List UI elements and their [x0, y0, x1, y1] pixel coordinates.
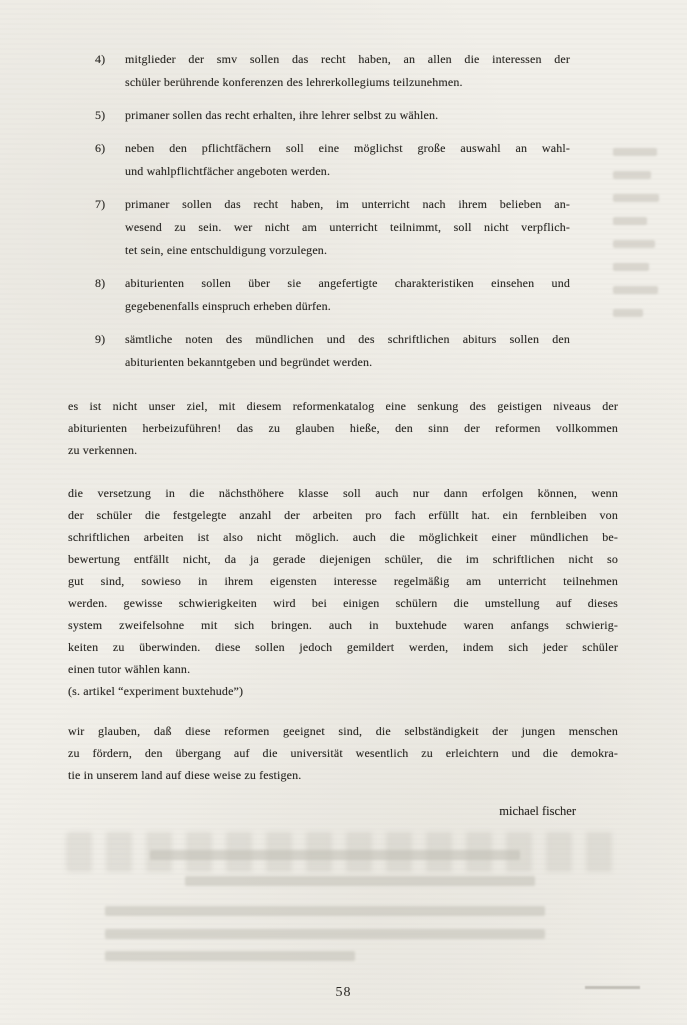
text-line: primaner sollen das recht haben, im unterricht nach ihrem belieben an-: [125, 197, 570, 211]
list-item-number: 9): [95, 332, 106, 346]
paragraph: [68, 395, 618, 461]
text-line: bewertung entfällt nicht, da ja gerade diejenigen schüler, die im schriftlichen nicht so: [68, 552, 618, 566]
bleedthrough-headline-ghost: [66, 832, 616, 872]
citation: [68, 680, 618, 702]
text-line: (s. artikel “experiment buxtehude”): [68, 684, 244, 698]
bleedthrough-word-ghost: [613, 240, 655, 248]
text-line: einen tutor wählen kann.: [68, 662, 191, 676]
text-line: primaner sollen das recht erhalten, ihre lehrer selbst zu wählen.: [125, 108, 439, 122]
list-item-number: 5): [95, 108, 106, 122]
bleedthrough-word-ghost: [613, 171, 651, 179]
text-line: zu verkennen.: [68, 443, 138, 457]
signature: michael fischer: [499, 804, 576, 818]
bleedthrough-line-ghost: [105, 906, 545, 916]
list-item-number: 6): [95, 141, 106, 155]
text-line: abiturienten bekanntgeben und begründet werden.: [125, 355, 373, 369]
list-item-text: [125, 48, 570, 94]
list-item-text: [125, 104, 570, 127]
list-item-text: [125, 137, 570, 183]
bleedthrough-word-ghost: [613, 194, 659, 202]
text-line: wesend zu sein. wer nicht am unterricht teilnimmt, soll nicht verpflich-: [125, 220, 570, 234]
paragraph: [68, 482, 618, 680]
text-line: mitglieder der smv sollen das recht haben, an allen die interessen der: [125, 52, 570, 66]
text-line: zu fördern, den übergang auf die universität wesentlich zu erleichtern und die demokra-: [68, 746, 618, 760]
list-item-number: 8): [95, 276, 106, 290]
text-line: der schüler die festgelegte anzahl der arbeiten pro fach erfüllt hat. ein fernbleiben von: [68, 508, 618, 522]
paragraph: [68, 720, 618, 786]
list-item-number: 4): [95, 52, 106, 66]
bleedthrough-line-ghost: [150, 850, 520, 860]
list-item-text: [125, 193, 570, 262]
text-line: es ist nicht unser ziel, mit diesem reformenkatalog eine senkung des geistigen niveaus der: [68, 399, 618, 413]
list-item: [68, 48, 618, 94]
numbered-list: [68, 48, 618, 374]
bleedthrough-word-ghost: [613, 217, 647, 225]
text-line: system zweifelsohne mit sich bringen. auch in buxtehude waren anfangs schwierig-: [68, 618, 618, 632]
text-line: und wahlpflichtfächer angeboten werden.: [125, 164, 331, 178]
text-line: neben den pflichtfächern soll eine möglichst große auswahl an wahl-: [125, 141, 570, 155]
bleedthrough-margin-text-ghost: [613, 148, 665, 332]
list-item: [68, 328, 618, 374]
text-line: sämtliche noten des mündlichen und des schriftlichen abiturs sollen den: [125, 332, 570, 346]
text-line: keiten zu überwinden. diese sollen jedoch gemildert werden, indem sich jeder schüler: [68, 640, 618, 654]
list-item: [68, 137, 618, 183]
list-item: [68, 272, 618, 318]
text-line: abiturienten sollen über sie angefertigte charakteristiken einsehen und: [125, 276, 570, 290]
list-item-number: 7): [95, 197, 106, 211]
bleedthrough-word-ghost: [613, 263, 649, 271]
text-line: gut sind, sowieso in ihrem eigensten interesse regelmäßig am unterricht teilnehmen: [68, 574, 618, 588]
text-line: tet sein, eine entschuldigung vorzulegen.: [125, 243, 328, 257]
list-item-text: [125, 328, 570, 374]
list-item: [68, 193, 618, 262]
list-item: [68, 104, 618, 127]
page-number: 58: [335, 985, 352, 1000]
text-line: tie in unserem land auf diese weise zu festigen.: [68, 768, 302, 782]
bleedthrough-word-ghost: [613, 148, 657, 156]
text-line: schüler berührende konferenzen des lehrerkollegiums teilzunehmen.: [125, 75, 463, 89]
text-line: abiturienten herbeizuführen! das zu glauben hieße, den sinn der reformen vollkommen: [68, 421, 618, 435]
text-line: werden. gewisse schwierigkeiten wird bei einigen schülern die umstellung auf dieses: [68, 596, 618, 610]
page-content: [68, 48, 618, 822]
bleedthrough-line-ghost: [185, 876, 535, 886]
bleedthrough-word-ghost: [613, 286, 658, 294]
list-item-text: [125, 272, 570, 318]
bleedthrough-line-ghost: [105, 929, 545, 939]
text-line: wir glauben, daß diese reformen geeignet sind, die selbständigkeit der jungen menschen: [68, 724, 618, 738]
bleedthrough-line-ghost: [105, 951, 355, 961]
text-line: gegebenenfalls einspruch erheben dürfen.: [125, 299, 331, 313]
text-line: schriftlichen arbeiten ist also nicht möglich. auch die möglichkeit einer mündlichen be-: [68, 530, 618, 544]
text-line: die versetzung in die nächsthöhere klasse soll auch nur dann erfolgen können, wenn: [68, 486, 618, 500]
